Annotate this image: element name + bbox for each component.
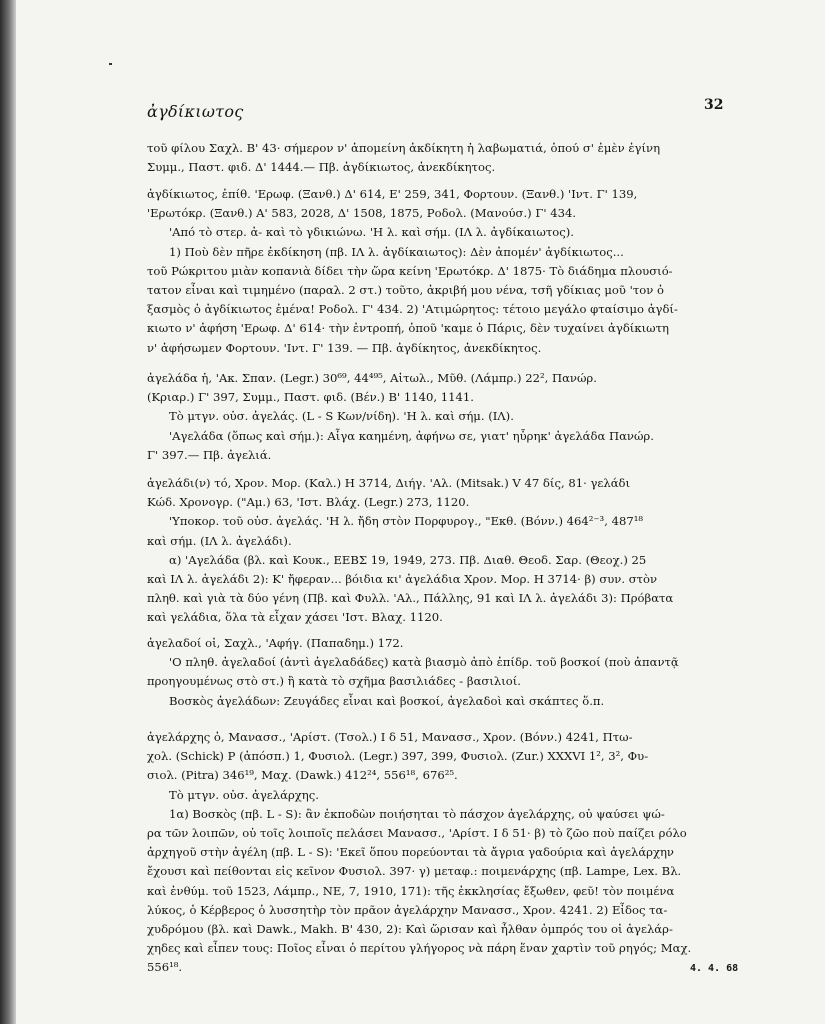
entry-line: ἀγελάδι(ν) τό, Χρον. Μορ. (Καλ.) Η 3714, Διήγ. 'Αλ. (Mitsak.) V 47 δίς, 81· γελάδι (147, 476, 631, 490)
entry-line: ἀγδίκιωτος, ἐπίθ. 'Ερωφ. (Ξανθ.) Δ' 614, Ε' 259, 341, Φορτουν. (Ξανθ.) 'Ιντ. Γ' 139, (147, 187, 638, 201)
entry-line: 'Ερωτόκρ. (Ξανθ.) Α' 583, 2028, Δ' 1508, 1875, Ροδολ. (Μανούσ.) Γ' 434. (147, 206, 577, 221)
page-number: 32 (704, 97, 724, 113)
entry-line: Συμμ., Παστ. φιδ. Δ' 1444.— Πβ. ἀγδίκιωτος, ἀνεκδίκητος. (147, 160, 496, 175)
entry-line: (Κριαρ.) Γ' 397, Συμμ., Παστ. φιδ. (Βέν.) Β' 1140, 1141. (147, 390, 474, 405)
entry-line: 556¹⁸. (147, 960, 183, 975)
entry-continuation (147, 139, 735, 177)
entry-ageladha (147, 369, 735, 465)
entry-agelarchis (147, 728, 735, 978)
entry-line: τοῦ φίλου Σαχλ. Β' 43· σήμερον ν' ἀπομείνη ἀκδίκητη ἡ λαβωματιά, ὁπού σ' ἐμὲν ἐγίνη (147, 141, 661, 155)
entry-line: τατον εἶναι καὶ τιμημένο (παραλ. 2 στ.) τοῦτο, ἀκριβή μου νένα, τσῆ γδίκιας μοῦ 'τον ὁ (147, 283, 664, 298)
entry-line: 'Από τὸ στερ. ἀ- καὶ τὸ γδικιώνω. 'Η λ. καὶ σήμ. (ΙΛ λ. ἀγδίκαιωτος). (169, 225, 574, 240)
entry-line: καὶ γελάδια, ὅλα τὰ εἶχαν χάσει 'Ιστ. Βλαχ. 1120. (147, 610, 443, 625)
entry-line: ἔχουσι καὶ πείθονται εἰς κεῖνον Φυσιολ. 397· γ) μεταφ.: ποιμενάρχης (πβ. Lampe, Lex. Βλ. (147, 864, 682, 879)
entry-line: χολ. (Schick) Ρ (ἀπόσπ.) 1, Φυσιολ. (Legr.) 397, 399, Φυσιολ. (Zur.) XXXVI 1², 3², Φυ- (147, 749, 649, 764)
entry-line: ξασμὸς ὁ ἀγδίκιωτος ἐμένα! Ροδολ. Γ' 434. 2) 'Ατιμώρητος: τέτοιο μεγάλο φταίσιμο ἀγδί- (147, 302, 678, 317)
entry-line: ν' ἀφήσωμεν Φορτουν. 'Ιντ. Γ' 139. — Πβ. ἀγδίκητος, ἀνεκδίκητος. (147, 340, 542, 355)
entry-line: 'Υποκορ. τοῦ οὐσ. ἀγελάς. 'Η λ. ἤδη στὸν Πορφυρογ., "Εκθ. (Βόνν.) 464²⁻³, 487¹⁸ (169, 514, 643, 529)
entry-line: α) 'Αγελάδα (βλ. καὶ Κουκ., ΕΕΒΣ 19, 1949, 273. Πβ. Διαθ. Θεοδ. Σαρ. (Θεοχ.) 25 (169, 552, 647, 567)
entry-line: πληθ. καὶ γιὰ τὰ δύο γένη (Πβ. καὶ Φυλλ. 'Αλ., Πάλλης, 91 καὶ ΙΛ λ. ἀγελάδι 3): Πρόβατα (147, 591, 674, 606)
page-shadow-edge (0, 0, 16, 1024)
entry-line: ἀρχηγοῦ στὴν ἀγέλη (πβ. L - S): 'Εκεῖ ὅπου πορεύονται τὰ ἄγρια γαδούρια καὶ ἀγελάρχην (147, 845, 674, 860)
entry-ageladi (147, 474, 735, 628)
entry-line: Βοσκὸς ἀγελάδων: Ζευγάδες εἶναι καὶ βοσκοί, ἀγελαδοὶ καὶ σκάπτες ὅ.π. (169, 693, 605, 708)
entry-line: 1) Ποὺ δὲν πῆρε ἐκδίκηση (πβ. ΙΛ λ. ἀγδίκαιωτος): Δὲν ἀπομέν' ἀγδίκιωτος... (169, 244, 624, 259)
entry-ageladoi (147, 634, 735, 711)
entry-line: Κώδ. Χρονογρ. ("Αμ.) 63, 'Ιστ. Βλάχ. (Legr.) 273, 1120. (147, 495, 470, 510)
entry-line: χυδρόμου (βλ. καὶ Dawk., Makh. Β' 430, 2): Καὶ ὥρισαν καὶ ἦλθαν ὀμπρός του οἱ ἀγελάρ- (147, 922, 673, 937)
entry-line: ἀγελαδοί οἱ, Σαχλ., 'Αφήγ. (Παπαδημ.) 172. (147, 636, 404, 650)
entry-line: ἀγελάρχης ὁ, Μανασσ., 'Αρίστ. (Τσολ.) Ι δ 51, Μανασσ., Χρον. (Βόνν.) 4241, Πτω- (147, 730, 633, 744)
entry-line: Γ' 397.— Πβ. ἀγελιά. (147, 447, 272, 462)
entry-line: σιολ. (Pitra) 346¹⁹, Μαχ. (Dawk.) 412²⁴, 556¹⁸, 676²⁵. (147, 768, 458, 783)
entry-line: 1α) Βοσκὸς (πβ. L - S): ἂν ἐκποδὼν ποιήσηται τὸ πάσχον ἀγελάρχης, οὐ ψαύσει ψώ- (169, 806, 665, 821)
entry-line: ἀγελάδα ἡ, 'Ακ. Σπαν. (Legr.) 30⁶⁹, 44⁴⁹⁵, Αἰτωλ., Μῦθ. (Λάμπρ.) 22², Πανώρ. (147, 371, 597, 385)
entry-line: Τὸ μτγν. οὐσ. ἀγελάρχης. (169, 787, 319, 802)
entry-line: τοῦ Ρώκριτου μιὰν κοπανιὰ δίδει τὴν ὥρα κείνη 'Ερωτόκρ. Δ' 1875· Τὸ διάδημα πλουσιό- (147, 263, 673, 278)
entry-line: κιωτο ν' ἀφήση 'Ερωφ. Δ' 614· τὴν ἐντροπή, ὁποῦ 'καμε ὁ Πάρις, δὲν τυχαίνει ἀγδίκιωτη (147, 321, 669, 336)
entry-line: καὶ ἐνθύμ. τοῦ 1523, Λάμπρ., ΝΕ, 7, 1910, 171): τῆς ἐκκλησίας ἔξωθεν, φεῦ! τὸν ποιμένα (147, 883, 675, 898)
entry-line: χηδες καὶ εἶπεν τους: Ποῖος εἶναι ὁ περίτου γλήγορος νὰ πάρη ἕναν χαρτὶν τοῦ ρηγός; Μαχ. (147, 941, 692, 956)
entry-line: καὶ σήμ. (ΙΛ λ. ἀγελάδι). (147, 533, 292, 548)
running-headword: ἀγδίκιωτος (147, 102, 244, 121)
entry-line: προηγουμένως στὸ στ.) ἢ κατὰ τὸ σχῆμα βασιλιάδες - βασιλιοί. (147, 674, 521, 689)
entry-line: ρα τῶν λοιπῶν, οὐ τοῖς λοιποῖς πελάσει Μανασσ., 'Αρίστ. Ι δ 51· β) τὸ ζῶο ποὺ παίζει ρόλο (147, 826, 687, 841)
entry-line: λύκος, ὁ Κέρβερος ὁ λυσσητὴρ τὸν πρᾶον ἀγελάρχην Μανασσ., Χρον. 4241. 2) Εἶδος τα- (147, 902, 668, 917)
entry-line: Τὸ μτγν. οὐσ. ἀγελάς. (L - S Κων/νίδη). 'Η λ. καὶ σήμ. (ΙΛ). (169, 409, 514, 424)
footer-date-code: 4. 4. 68 (690, 963, 739, 974)
entry-agdikiotos (147, 185, 735, 358)
entry-line: 'Ο πληθ. ἀγελαδοί (ἀντὶ ἀγελαδάδες) κατὰ βιασμὸ ἀπὸ ἐπίδρ. τοῦ βοσκοί (ποὺ ἀπαντᾷ (169, 655, 679, 670)
entry-line: 'Αγελάδα (ὅπως καὶ σήμ.): Αἶγα καημένη, ἀφήνω σε, γιατ' ηὖρηκ' ἀγελάδα Πανώρ. (169, 428, 654, 443)
entry-line: καὶ ΙΛ λ. ἀγελάδι 2): Κ' ἤφεραν... βόιδια κι' ἀγελάδια Χρον. Μορ. Η 3714· β) συν. στὸν (147, 572, 658, 587)
scan-speck (109, 63, 112, 65)
